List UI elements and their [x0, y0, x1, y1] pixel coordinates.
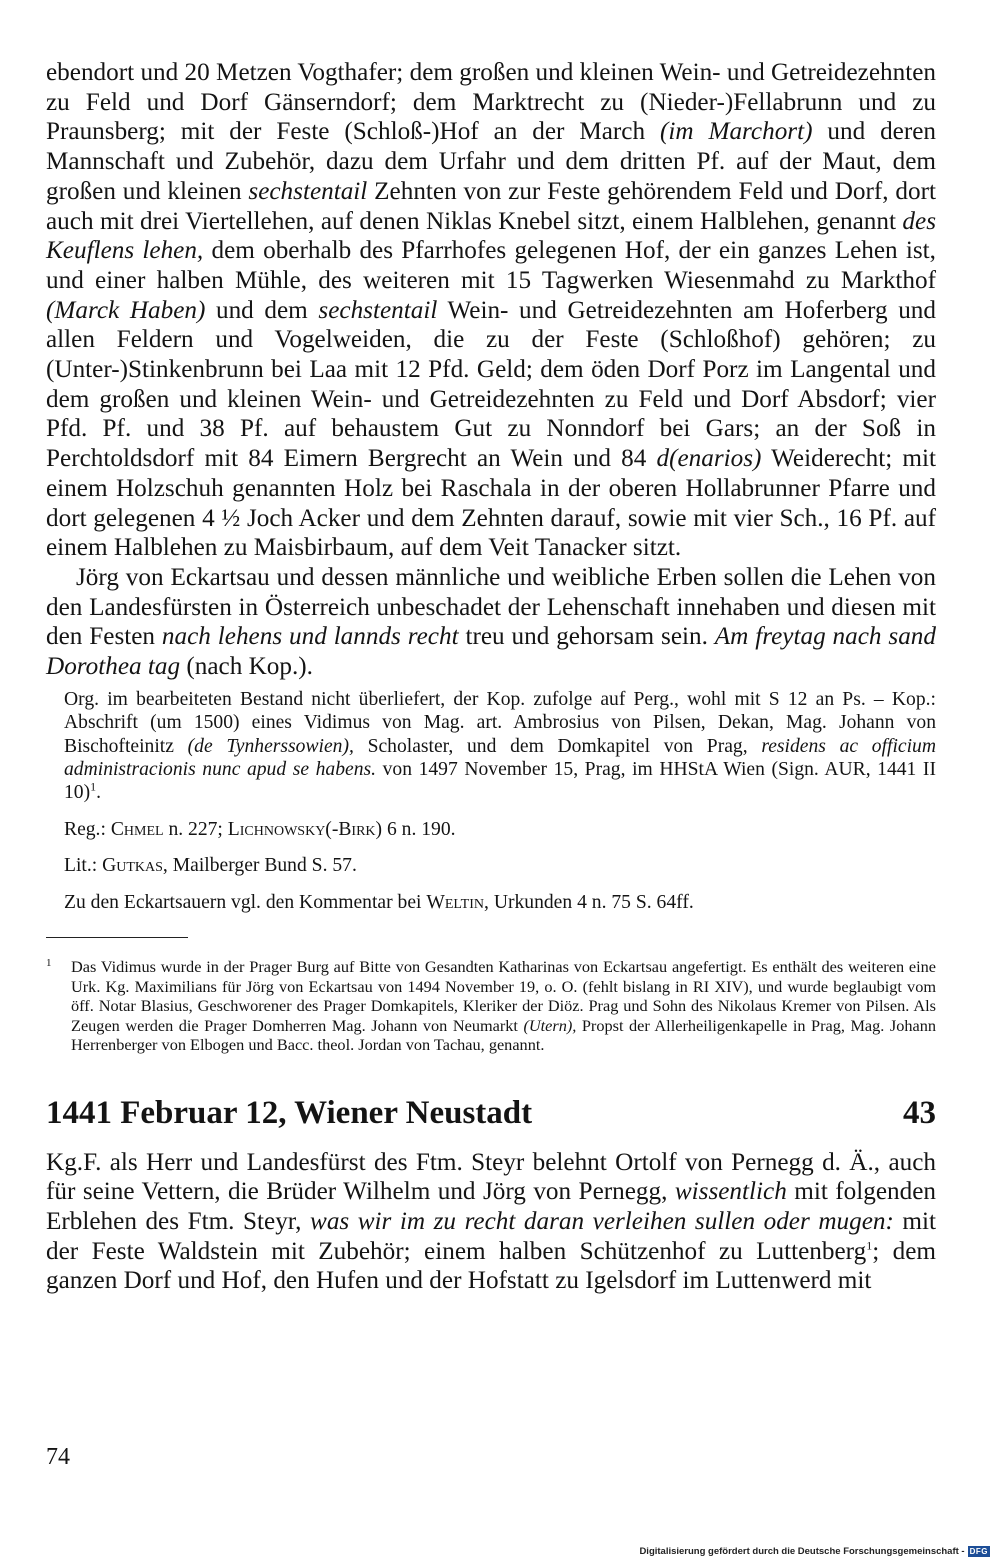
apparatus-notes: [46, 688, 936, 914]
footnote-number: 1: [46, 957, 52, 970]
regest-continuation: ebendort und 20 Metzen Vogthafer; dem großen und kleinen Wein- und Getreidezehnten zu Feld und Dorf Gänserndorf; dem Marktrecht zu (Nieder-)Fellabrunn und zu Praunsberg; mit der Feste (Schloß-)Hof an der March (im Marchort) und deren Mannschaft und Zubehör, dazu dem Urfahr und dem dritten Pf. auf der Maut, dem großen und kleinen sechstentail Zehnten von zur Feste gehörendem Feld und Dorf, dort auch mit drei Viertellehen, auf denen Niklas Knebel sitzt, einem Halblehen, genannt des Keuflens lehen, dem oberhalb des Pfarrhofes gelegenen Hof, der ein ganzes Lehen ist, und einer halben Mühle, des weiteren mit 15 Tagwerken Wiesenmahd zu Markthof (Marck Haben) und dem sechstentail Wein- und Getreidezehnten am Hoferberg und allen Feldern und Vogelweiden, die zu der Feste (Schloßhof) gehören; zu (Unter-)Stinkenbrunn bei Laa mit 12 Pfd. Geld; dem öden Dorf Porz im Langental und dem großen und kleinen Wein- und Getreidezehnten zu Feld und Dorf Absdorf; vier Pfd. Pf. und 38 Pf. auf behaustem Gut zu Nonndorf bei Gars; an der Soß in Perchtoldsdorf mit 84 Eimern Bergrecht an Wein und 84 d(enarios) Weiderecht; mit einem Holzschuh genannten Holz bei Raschala in der oberen Hollabrunner Pfarre und dort gelegenen 4 ½ Joch Acker und dem Zehnten darauf, sowie mit vier Sch., 16 Pf. auf einem Halblehen zu Maisbirbaum, auf dem Veit Tanacker sitzt.: [46, 59, 937, 562]
literature-note: Lit.: Gutkas, Mailberger Bund S. 57.: [64, 855, 357, 877]
footnote-divider: [46, 937, 188, 938]
dfg-logo: DFG: [969, 1547, 988, 1556]
footnote: 1 Das Vidimus wurde in der Prager Burg auf Bitte von Gesandten Katharinas von Eckartsau angefertigt. Es enthält des weiteren eine Urk. Kg. Maximilians für Jörg von Eckartsau von 1494 November 19, o. O. (fehlt bislang in RI XIV), und wurde beglaubigt vom öff. Notar Blasius, Geschworener des Prager Domkapitels, Kleriker der Diöz. Prag und Sohn des Nikolaus Kremer von Pilsen. Als Zeugen werden die Prager Domherren Mag. Johann von Neumarkt (Utern), Propst der Allerheiligenkapelle in Prag, Mag. Johann Herrenberger von Elbogen und Bacc. theol. Jordan von Tachau, genannt.: [46, 957, 936, 1055]
commentary-note: Zu den Eckartsauern vgl. den Kommentar bei Weltin, Urkunden 4 n. 75 S. 64ff.: [64, 891, 694, 913]
page-number: 74: [46, 1444, 70, 1470]
tradition-note: Org. im bearbeiteten Bestand nicht überliefert, der Kop. zufolge auf Perg., wohl mit S 12 an Ps. – Kop.: Abschrift (um 1500) eines Vidimus von Mag. art. Ambrosius von Pilsen, Dekan, Mag. Johann von Bischofteinitz (de Tynherssowien), Scholaster, und dem Domkapitel von Prag, residens ac officium administracionis nunc apud se habens. von 1497 November 15, Prag, im HHStA Wien (Sign. AUR, 1441 II 10)$^1$.: [64, 688, 936, 804]
regesta-note: Reg.: Chmel n. 227; Lichnowsky(-Birk) 6 n. 190.: [64, 818, 456, 840]
footnote-reference: 1: [866, 1238, 873, 1253]
document-number: 43: [903, 1094, 936, 1131]
funding-credit: [639, 1546, 990, 1557]
document-date-place: 1441 Februar 12, Wiener Neustadt: [46, 1094, 533, 1131]
footnote-reference: 1: [90, 779, 97, 794]
regest-paragraph-2: Jörg von Eckartsau und dessen männliche und weibliche Erben sollen die Lehen von den Landesfürsten in Österreich unbeschadet der Lehenschaft innehaben und diesen mit den Festen nach lehens und lannds recht treu und gehorsam sein. Am freytag nach sand Dorothea tag (nach Kop.).: [46, 563, 936, 681]
document-heading: [46, 1094, 936, 1132]
page-content: [46, 58, 936, 1296]
funding-credit-text: Digitalisierung gefördert durch die Deutsche Forschungsgemeinschaft -: [639, 1546, 965, 1557]
regest-43: Kg.F. als Herr und Landesfürst des Ftm. Steyr belehnt Ortolf von Pernegg d. Ä., auch für seine Vettern, die Brüder Wilhelm und Jörg von Pernegg, wissentlich mit folgenden Erblehen des Ftm. Steyr, was wir im zu recht daran verleihen sullen oder mugen: mit der Feste Waldstein mit Zubehör; einem halben Schützenhof zu Luttenberg$^1$; dem ganzen Dorf und Hof, den Hufen und der Hofstatt zu Igelsdorf im Luttenwerd mit: [46, 1148, 936, 1295]
